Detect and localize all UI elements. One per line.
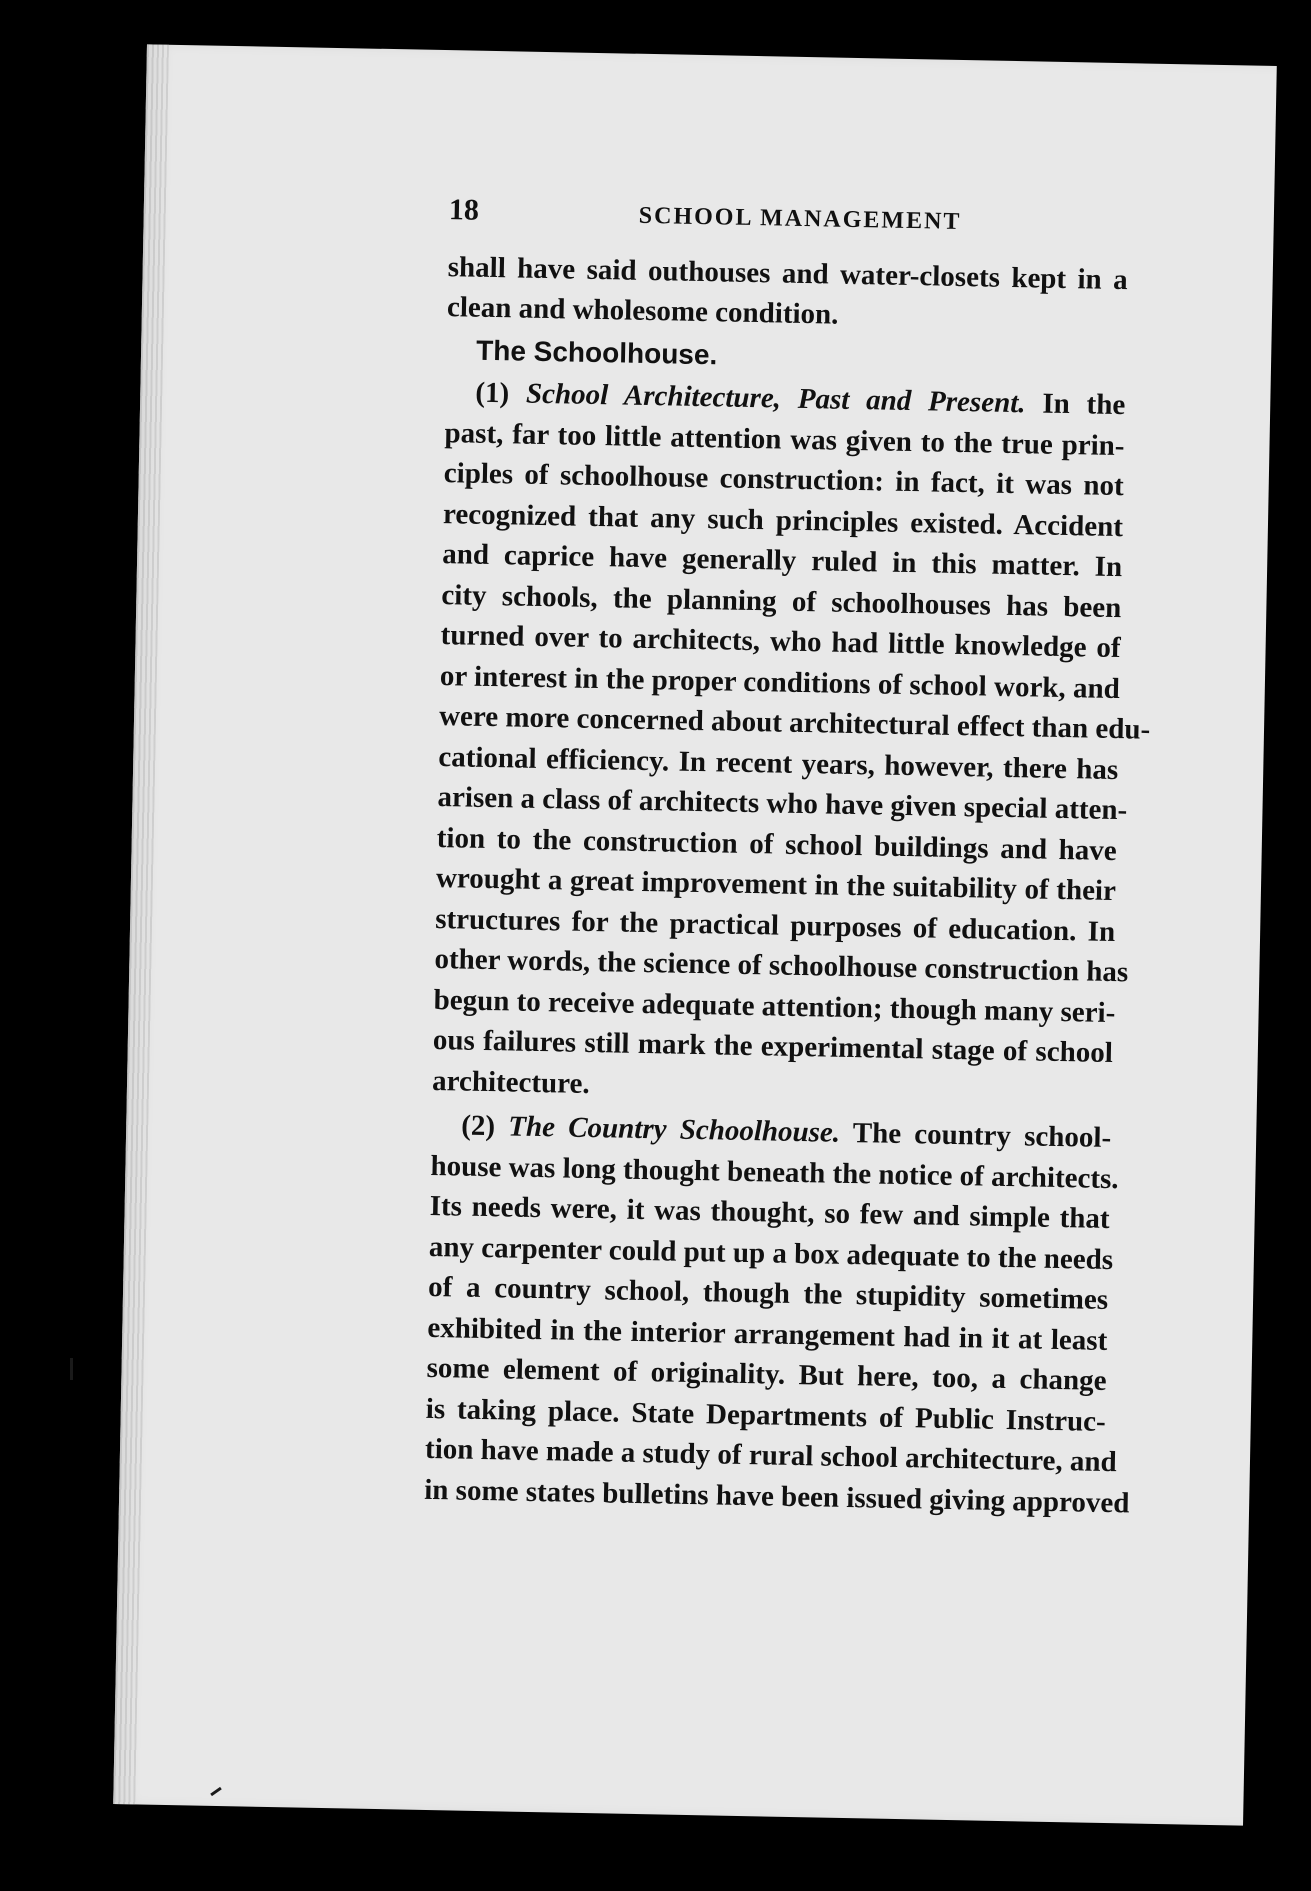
text-block [423, 190, 1151, 1523]
body-line: were more concerned about architectural effect than edu- [438, 700, 1151, 746]
running-title: SCHOOL MANAGEMENT [638, 202, 962, 235]
paragraph-1-title: School Architecture, Past and Present. [525, 377, 1026, 420]
body-line: clean and wholesome condition. [446, 291, 839, 331]
margin-mark [70, 1358, 73, 1380]
section-heading: The Schoolhouse. [475, 334, 718, 370]
body-line: recognized that any such principles existed. Accident [442, 497, 1124, 543]
paragraph-2-number: (2) [460, 1109, 496, 1143]
body-line: turned over to architects, who had little knowledge of [440, 619, 1121, 665]
body-line: in some states bulletins have been issued giving approved [423, 1473, 1130, 1519]
body-line: ous failures still mark the experimental stage of school [432, 1023, 1114, 1070]
body-line: structures for the practical purposes of education. In [434, 902, 1116, 948]
body-line: arisen a class of architects who have given special atten- [437, 781, 1128, 827]
body-line: and caprice have generally ruled in this matter. In [441, 538, 1123, 584]
body-line: wrought a great improvement in the suitability of their [435, 862, 1117, 908]
body-line: past, far too little attention was given to the true prin- [444, 416, 1125, 462]
page-edges [113, 44, 169, 1804]
body-line: tion have made a study of rural school architecture, and [424, 1432, 1117, 1479]
body-line: Its needs were, it was thought, so few and simple that [429, 1189, 1110, 1236]
body-line: cational efficiency. In recent years, however, there has [438, 740, 1119, 786]
body-line: ciples of schoolhouse construction: in fact, it was not [443, 457, 1125, 503]
page-number: 18 [448, 193, 480, 227]
body-line: of a country school, though the stupidity sometimes [427, 1270, 1109, 1316]
body-line: other words, the science of schoolhouse construction has [434, 943, 1129, 989]
body-line: tion to the construction of school buildings and have [436, 821, 1118, 867]
running-head [448, 190, 1129, 246]
body-line: city schools, the planning of schoolhouses has been [441, 578, 1122, 624]
paragraph-1-number: (1) [475, 376, 510, 410]
body-line: or interest in the proper conditions of school work, and [439, 659, 1121, 705]
body-line: any carpenter could put up a box adequate to the needs [428, 1230, 1114, 1276]
body-line: shall have said outhouses and water-closets kept in a [447, 250, 1128, 296]
book-page [113, 44, 1277, 1825]
body-line: architecture. [431, 1064, 590, 1100]
body-line: house was long thought beneath the notice of architects. [430, 1149, 1119, 1195]
body-line: begun to receive adequate attention; though many seri- [433, 983, 1116, 1029]
paragraph-2-title: The Country Schoolhouse. [508, 1110, 841, 1149]
paragraph-1-first-line-text: In the [1042, 387, 1126, 422]
body-line: exhibited in the interior arrangement had in it at least [427, 1311, 1108, 1357]
body-line: some element of originality. But here, too, a change [426, 1351, 1107, 1397]
body-line: is taking place. State Departments of Public Instruc- [425, 1392, 1107, 1438]
paragraph-2-first-line-text: The country school- [852, 1117, 1112, 1155]
